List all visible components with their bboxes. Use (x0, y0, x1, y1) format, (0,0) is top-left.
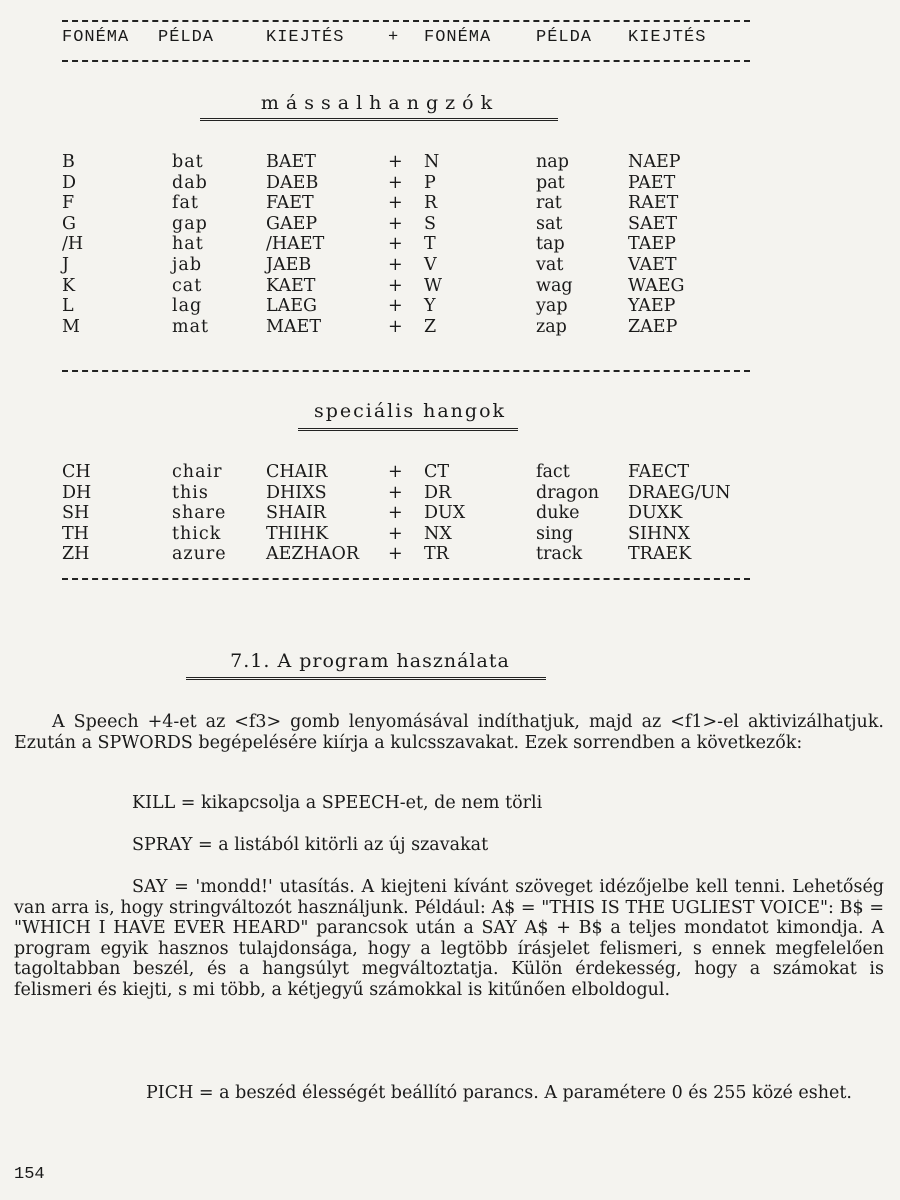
example-cell: lag (172, 296, 203, 317)
pronunciation-cell: DUXK (628, 503, 683, 524)
example-cell: yap (536, 296, 568, 317)
example-cell: thick (172, 523, 222, 544)
phoneme-cell: G (62, 213, 76, 234)
phoneme-cell: T (424, 234, 436, 255)
plus-sign: + (388, 544, 403, 565)
pich-paragraph: PICH = a beszéd élességét beállító parancs. A paramétere 0 és 255 közé eshet. (146, 1083, 852, 1103)
pronunciation-cell: WAEG (628, 275, 685, 296)
phoneme-cell: D (62, 172, 77, 193)
phoneme-cell: DH (62, 482, 92, 503)
table-row (62, 152, 762, 173)
header-plus: + (388, 28, 400, 47)
section-heading: 7.1. A program használata (230, 650, 510, 672)
pronunciation-cell: FAET (266, 193, 314, 214)
intro-paragraph: A Speech +4-et az <f3> gomb lenyomásával indíthatjuk, majd az <f1>-el aktivizálhatjuk. Ezután a SPWORDS begépelésére kiírja a kulcsszavakat. Ezek sorrendben a következők: (14, 712, 884, 753)
pronunciation-cell: KAET (266, 275, 316, 296)
phoneme-cell: M (62, 316, 80, 337)
phoneme-cell: V (424, 254, 437, 275)
phoneme-cell: TR (424, 544, 449, 565)
header-kiejtes-2: KIEJTÉS (628, 28, 707, 47)
pronunciation-cell: /HAET (266, 234, 325, 255)
example-cell: hat (172, 234, 204, 255)
plus-sign: + (388, 254, 403, 275)
phoneme-cell: Y (424, 296, 436, 317)
phoneme-cell: CT (424, 462, 450, 482)
phoneme-cell: Z (424, 316, 437, 337)
example-cell: share (172, 503, 227, 524)
table-row (62, 255, 762, 276)
phoneme-cell: K (62, 275, 76, 296)
example-cell: gap (172, 213, 208, 234)
plus-sign: + (388, 152, 403, 172)
header-fonema-1: FONÉMA (62, 28, 130, 47)
example-cell: cat (172, 275, 203, 296)
top-dashed-rule (62, 20, 750, 22)
table-row (62, 214, 762, 235)
consonants-table (62, 152, 762, 337)
pronunciation-cell: YAEP (628, 296, 676, 317)
phoneme-cell: N (424, 152, 440, 172)
table-header (62, 28, 750, 50)
header-pelda-2: PÉLDA (536, 28, 593, 47)
pronunciation-cell: MAET (266, 316, 322, 337)
example-cell: mat (172, 316, 210, 337)
pronunciation-cell: PAET (628, 172, 676, 193)
example-cell: fat (172, 193, 199, 214)
plus-sign: + (388, 316, 403, 337)
header-pelda-1: PÉLDA (158, 28, 215, 47)
header-dashed-rule (62, 60, 750, 62)
example-cell: dab (172, 172, 208, 193)
phoneme-cell: B (62, 152, 75, 172)
phoneme-cell: /H (62, 234, 84, 255)
table-row (62, 296, 762, 317)
example-cell: jab (172, 254, 203, 275)
plus-sign: + (388, 462, 403, 482)
example-cell: bat (172, 152, 204, 172)
pronunciation-cell: VAET (628, 254, 677, 275)
table-row (62, 317, 762, 338)
bottom-dashed-rule (62, 578, 750, 580)
pronunciation-cell: THIHK (266, 523, 329, 544)
plus-sign: + (388, 275, 403, 296)
consonants-title: mássalhangzók (260, 92, 500, 114)
table-row (62, 544, 762, 565)
header-kiejtes-1: KIEJTÉS (266, 28, 345, 47)
table-row (62, 276, 762, 297)
mid-dashed-rule (62, 370, 750, 372)
example-cell: track (536, 544, 583, 565)
example-cell: this (172, 482, 209, 503)
phoneme-cell: CH (62, 462, 91, 482)
pronunciation-cell: FAECT (628, 462, 690, 482)
pronunciation-cell: BAET (266, 152, 316, 172)
table-row (62, 524, 762, 545)
pronunciation-cell: CHAIR (266, 462, 328, 482)
spray-line: SPRAY = a listából kitörli az új szavakat (132, 835, 489, 855)
phoneme-cell: DR (424, 482, 452, 503)
consonants-title-underline (200, 118, 558, 121)
say-paragraph: SAY = 'mondd!' utasítás. A kiejteni kívánt szöveget idézőjelbe kell tenni. Lehetőség van arra is, hogy stringváltozót használjunk. Például: A$ = "THIS IS THE UGLIEST VOICE": B$ = "WHICH I HAVE EVER HEARD" parancsok után a SAY A$ + B$ a teljes mondatot kimondja. A program egyik hasznos tulajdonsága, hogy a legtöbb írásjelet felismeri, s ennek megfelelően tagoltabban beszél, és a hangsúlyt megváltoztatja. Külön érdekesség, hogy a számokat is felismeri és kiejti, s mi több, a kétjegyű számokkal is kitűnően elboldogul. (14, 877, 884, 1000)
example-cell: dragon (536, 482, 600, 503)
pronunciation-cell: SIHNX (628, 523, 690, 544)
pronunciation-cell: TRAEK (628, 544, 692, 565)
pronunciation-cell: LAEG (266, 296, 318, 317)
page-number: 154 (14, 1165, 45, 1184)
phoneme-cell: L (62, 296, 74, 317)
example-cell: wag (536, 275, 573, 296)
phoneme-cell: NX (424, 523, 452, 544)
example-cell: sing (536, 523, 574, 544)
table-row (62, 483, 762, 504)
example-cell: rat (536, 193, 562, 214)
phoneme-cell: TH (62, 523, 89, 544)
table-row (62, 173, 762, 194)
plus-sign: + (388, 213, 403, 234)
special-table (62, 462, 762, 565)
pronunciation-cell: SAET (628, 213, 678, 234)
phoneme-cell: DUX (424, 503, 466, 524)
example-cell: nap (536, 152, 569, 172)
pronunciation-cell: TAEP (628, 234, 676, 255)
phoneme-cell: F (62, 193, 75, 214)
pronunciation-cell: DHIXS (266, 482, 327, 503)
special-title: speciális hangok (313, 400, 507, 422)
table-row (62, 234, 762, 255)
phoneme-cell: W (424, 275, 442, 296)
pronunciation-cell: AEZHAOR (266, 544, 359, 565)
special-title-underline (298, 428, 518, 431)
pronunciation-cell: DAEB (266, 172, 319, 193)
example-cell: pat (536, 172, 565, 193)
pronunciation-cell: NAEP (628, 152, 681, 172)
header-fonema-2: FONÉMA (424, 28, 492, 47)
example-cell: fact (536, 462, 570, 482)
table-row (62, 462, 762, 483)
section-heading-underline (186, 677, 546, 680)
phoneme-cell: J (62, 254, 70, 275)
plus-sign: + (388, 296, 403, 317)
pronunciation-cell: RAET (628, 193, 679, 214)
phoneme-cell: SH (62, 503, 90, 524)
example-cell: vat (536, 254, 564, 275)
example-cell: zap (536, 316, 567, 337)
pronunciation-cell: DRAEG/UN (628, 482, 731, 503)
pronunciation-cell: JAEB (266, 254, 312, 275)
example-cell: sat (536, 213, 563, 234)
plus-sign: + (388, 503, 403, 524)
example-cell: chair (172, 462, 223, 482)
example-cell: duke (536, 503, 580, 524)
table-row (62, 503, 762, 524)
example-cell: azure (172, 544, 227, 565)
plus-sign: + (388, 193, 403, 214)
phoneme-cell: R (424, 193, 438, 214)
phoneme-cell: ZH (62, 544, 90, 565)
pronunciation-cell: GAEP (266, 213, 318, 234)
phoneme-cell: S (424, 213, 436, 234)
pronunciation-cell: ZAEP (628, 316, 678, 337)
phoneme-cell: P (424, 172, 436, 193)
pronunciation-cell: SHAIR (266, 503, 326, 524)
plus-sign: + (388, 523, 403, 544)
plus-sign: + (388, 172, 403, 193)
kill-line: KILL = kikapcsolja a SPEECH-et, de nem törli (132, 793, 543, 813)
plus-sign: + (388, 234, 403, 255)
plus-sign: + (388, 482, 403, 503)
example-cell: tap (536, 234, 565, 255)
table-row (62, 193, 762, 214)
